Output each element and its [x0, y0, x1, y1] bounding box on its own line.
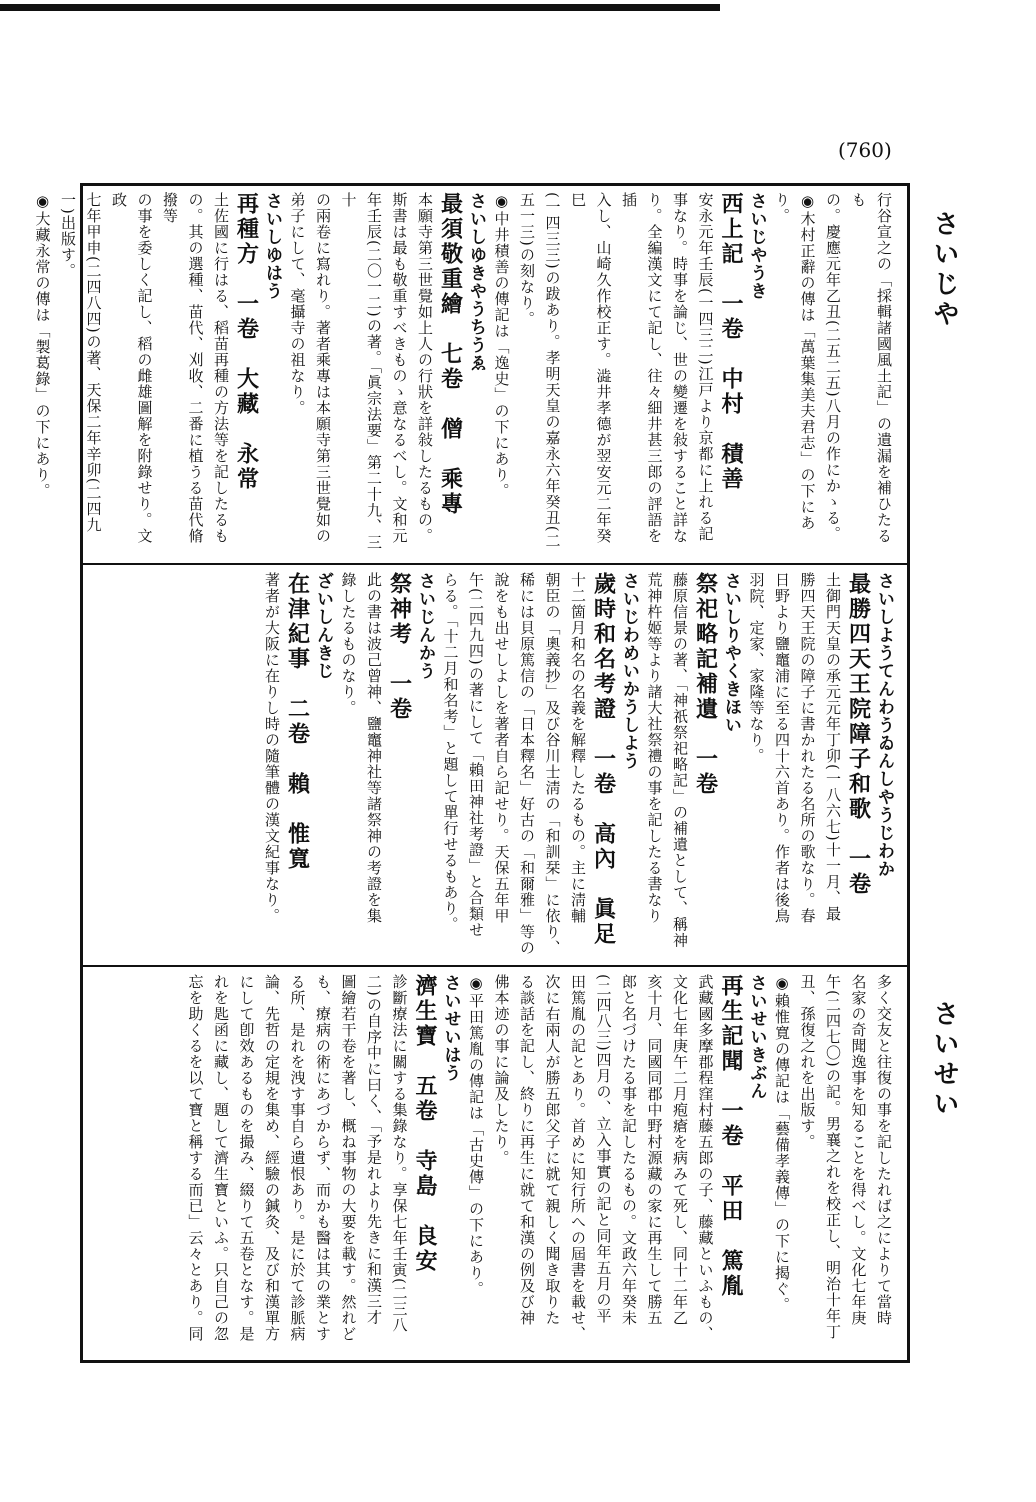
band1-line-9: (一四三三)の跋あり。孝明天皇の嘉永六年癸丑(二 — [543, 192, 562, 549]
band1-line-18: 弟子にして、毫攝寺の祖なり。 — [288, 192, 307, 416]
band-divider-1 — [80, 563, 910, 565]
band2-line-7: 祭祀略記補遺 一卷 — [692, 572, 719, 797]
band3-line-25: にして卽效あるものを撮み、綴りて五卷となす。是 — [237, 974, 256, 1342]
band2-line-19: 祭神考 一卷 — [386, 572, 413, 722]
band1-line-6: 事なり。時事を論じ、世の變遷を敍すること詳な — [671, 192, 689, 544]
band1-line-20: 再種方 一卷 大藏 永常 — [233, 192, 260, 492]
band3-line-13: 次に右兩人が勝五郎父子に就て親しく聞き取りた — [543, 974, 562, 1326]
band2-line-16: 午(二四九四)の著にして「賴田神社考證」と合類せ — [467, 572, 485, 938]
band2-line-5: 羽院、定家、家隆等なり。 — [747, 572, 766, 764]
band1-line-15: 斯書は最も敬重すべきものゝ意なるべし。文和元 — [390, 192, 409, 544]
band3-line-23: る所、是れを洩す事自ら遺恨あり。是に於て診脈病 — [288, 974, 307, 1342]
band3-line-7: 武藏國多摩郡程窪村藤五郎の子、藤藏といふもの、 — [696, 974, 715, 1342]
band2-line-21: 錄したるものなり。 — [339, 572, 358, 716]
band3-line-2: 午(二四七〇)の記。男襄之れを校正し、明治十年丁 — [824, 974, 842, 1340]
band3-line-27: 忘を助くるを以て寶と稱する而已」云々とあり。同 — [186, 974, 205, 1342]
band1-line-14: 本願寺第三世覺如上人の行狀を詳敍したるもの。 — [416, 192, 434, 544]
band3-line-8: 文化七年庚午二月疱瘡を病みて死し、同十二年乙 — [671, 974, 689, 1326]
band3-line-17: さいせいはう — [440, 974, 461, 1082]
band1-line-3: さいじやうき — [746, 192, 767, 300]
band3-line-10: 郎と名づけたる事を記したるもの。文政六年癸未 — [620, 974, 638, 1326]
band1-line-22: の。其の選種、苗代、刈收、二番に植うる苗代脩撥等 — [161, 192, 205, 544]
band2-line-20: 此の書は波己曾神、鹽竈神社等諸祭神の考證を集 — [365, 572, 383, 924]
band3-line-4: ◉賴惟寬の傳記は「藝備孝義傳」の下に揭ぐ。 — [773, 974, 791, 1313]
band1-line-11: ◉中井積善の傳記は「逸史」の下にあり。 — [492, 192, 511, 499]
band3-line-16: ◉平田篤胤の傳記は「古史傳」の下にあり。 — [467, 974, 485, 1297]
band2-line-13: 朝臣の「奧義抄」及び谷川士淸の「和訓栞」に依り、 — [543, 572, 562, 956]
band2-line-11: 歲時和名考證 一卷 高內 眞足 — [590, 572, 617, 947]
band3-line-26: れを匙函に藏し、題して濟生寶といふ。只自己の忽 — [212, 974, 230, 1342]
band-top — [33, 192, 896, 556]
band2-line-6: さいしりやくきほい — [721, 572, 741, 734]
band1-line-2: ◉木村正辭の傳は「萬葉集美夫君志」の下にあり。 — [773, 192, 817, 531]
band1-line-0: 行谷宣之の「採輯諸國風土記」の遺漏を補ひたるも — [849, 192, 893, 544]
band1-line-7: り。全編漢文にて記し、往々細井甚三郎の評語を插 — [620, 192, 664, 544]
band3-line-11: (二四八三)四月の、立入事實の記と同年五月の平 — [594, 974, 613, 1324]
band1-line-25: 一)出版す。 — [59, 192, 77, 279]
band1-line-19: さいしゆはう — [262, 192, 282, 300]
band3-line-21: 圖繪若干卷を著し、概ね事物の大要を載す。然れど — [339, 974, 358, 1342]
band1-line-16: 年壬辰(二〇一二)の著。「眞宗法要」第二十九、三十 — [339, 192, 383, 551]
band1-line-21: 土佐國に行はる、稻苗再種の方法等を記したるも — [212, 192, 230, 544]
band2-line-1: 最勝四天王院障子和歌 一卷 — [845, 572, 872, 897]
band2-line-4: 日野より鹽竈浦に至る四十六首あり。作者は後鳥 — [773, 572, 791, 924]
band1-line-17: の兩卷に寫れり。著者乘專は本願寺第三世覺如の — [314, 192, 332, 544]
band1-line-4: 西上記 一卷 中村 積善 — [718, 192, 744, 492]
top-rule — [0, 4, 720, 11]
band2-line-2: 土御門天皇の承元元年丁卯(一八六七)十一月、最 — [824, 572, 842, 922]
band3-line-0: 多く交友と往復の事を記したれば之によりて當時 — [875, 974, 893, 1326]
band-middle — [96, 572, 896, 958]
band3-line-5: さいせいきぶん — [746, 974, 767, 1100]
band-divider-2 — [80, 965, 910, 967]
band2-line-15: 說をも出せしよしを著者自ら記せり。天保五年甲 — [492, 572, 511, 924]
side-heading-sai-sei: さいせい — [929, 1000, 959, 1120]
band1-line-8: 入し、山崎久作校正す。澁井孝德が翌安元二年癸巳 — [569, 192, 613, 544]
band3-line-3: 丑、孫復之れを出版す。 — [798, 974, 817, 1150]
band1-line-24: 七年甲申(二四八四)の著、天保二年辛卯(二四九 — [84, 192, 103, 533]
band1-line-23: の事を委しく記し、稻の雌雄圖解を附錄せり。文政 — [110, 192, 154, 544]
band3-line-18: 濟生寶 五卷 寺島 良安 — [412, 974, 438, 1274]
band2-line-3: 勝四天王院の障子に書かれたる名所の歌なり。春 — [798, 572, 817, 924]
band3-line-9: 亥十月、同國同郡中野村源藏の家に再生して勝五 — [645, 974, 664, 1326]
band2-line-10: さいじわめいかうしよう — [619, 572, 639, 770]
page-number: (760) — [838, 138, 892, 162]
band3-line-15: 佛本迹の事に論及したり。 — [492, 974, 511, 1166]
band2-line-18: さいじんかう — [415, 572, 435, 680]
band2-line-23: 在津紀事 二卷 賴 惟寬 — [284, 572, 311, 872]
band2-line-14: 稀には貝原篤信の「日本釋名」好古の「和爾雅」等の — [518, 572, 536, 956]
band1-line-13: 最須敬重繪 七卷 僧 乘專 — [437, 192, 464, 517]
band2-line-22: ざいしんきじ — [313, 572, 333, 680]
band2-line-24: 著者が大阪に在りし時の隨筆體の漢文紀事なり。 — [263, 572, 281, 924]
band3-line-12: 田篤胤の記とあり。首めに知行所への屆書を載せ、 — [569, 974, 587, 1342]
band3-line-20: 二)の自序中に曰く、「予是れより先きに和漢三才 — [365, 974, 383, 1326]
band1-line-5: 安永元年壬辰(一四三二)江戸より京都に上れる記 — [696, 192, 715, 542]
band-bottom — [96, 974, 896, 1356]
band2-line-9: 荒神杵姬等より諸大社祭禮の事を記したる書なり — [645, 572, 664, 924]
band3-line-6: 再生記聞 一卷 平田 篤胤 — [718, 974, 744, 1299]
band2-line-12: 十二箇月和名の名義を解釋したるもの。主に淸輔 — [569, 572, 587, 924]
band2-line-0: さいしようてんわうゐんしやうじわか — [874, 572, 894, 878]
band2-line-17: らる。「十二月和名考」と題して單行せるもあり。 — [441, 572, 460, 933]
band1-line-1: の。慶應元年乙丑(二五二五)八月の作にかゝる。 — [824, 192, 842, 542]
band2-line-8: 藤原信景の著、「神祇祭祀略記」の補遺として、稱神 — [671, 572, 689, 949]
band1-line-10: 五一三)の刻なり。 — [518, 192, 536, 327]
band1-line-12: さいしゆきやうちうゑ — [466, 192, 486, 372]
band3-line-1: 名家の奇聞逸事を知ることを得べし。文化七年庚 — [849, 974, 868, 1326]
band3-line-14: る談話を記し、終りに再生に就て和漢の例及び神 — [518, 974, 536, 1326]
side-heading-sai-ji-ya: さいじや — [929, 210, 959, 330]
band3-line-19: 診斷療法に關する集錄なり。享保七年壬寅(二三八 — [390, 974, 409, 1333]
band3-line-24: 論、先哲の定規を集め、經驗の鍼灸、及び和漢單方 — [263, 974, 281, 1342]
band3-line-22: も、療病の術にあづからず、而かも醫は其の業とす — [314, 974, 332, 1342]
band1-line-26: ◉大藏永常の傳は「製葛錄」の下にあり。 — [33, 192, 52, 499]
